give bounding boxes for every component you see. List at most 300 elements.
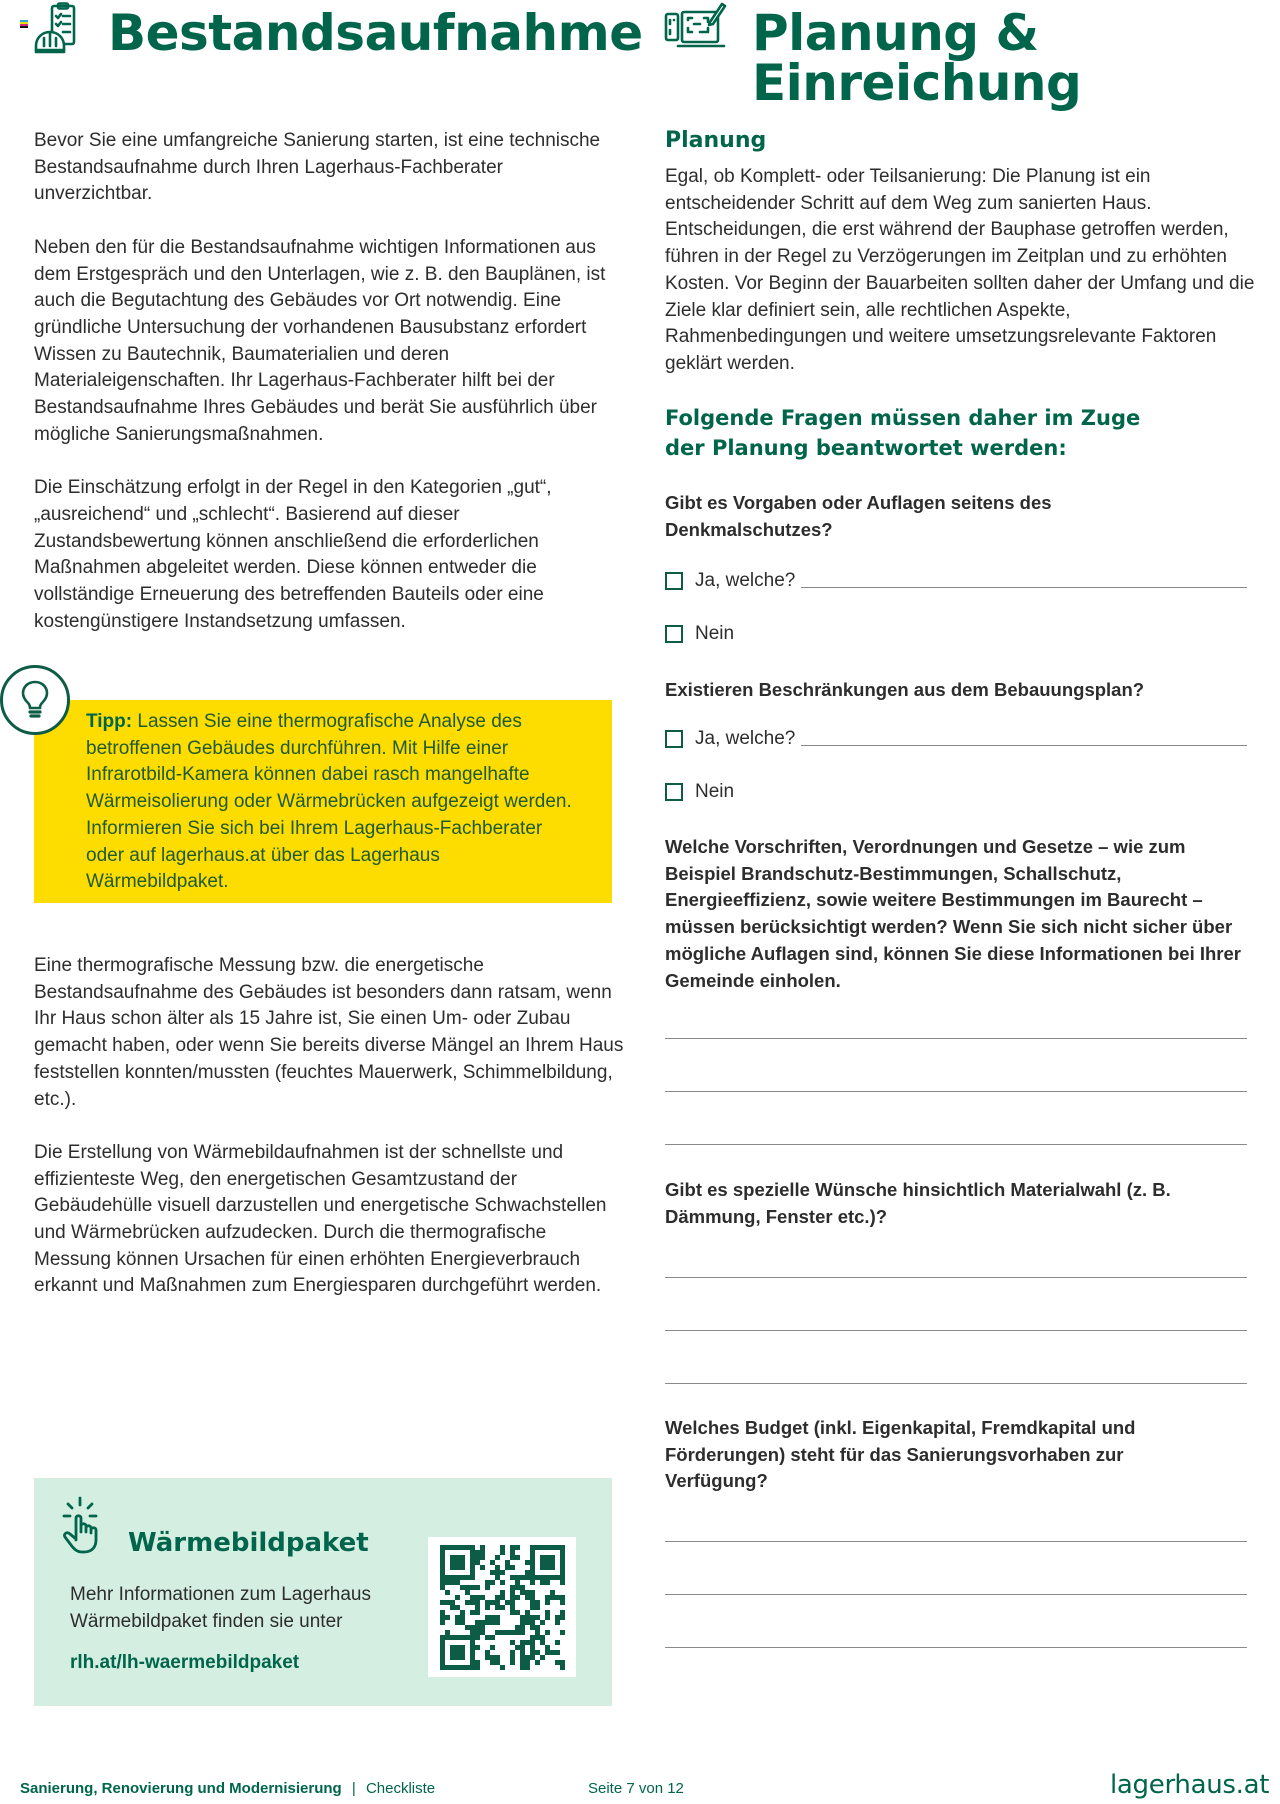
q1-yes-input-line[interactable] [801, 587, 1247, 588]
qr-module [475, 1610, 480, 1615]
qr-module [560, 1665, 565, 1670]
qr-module [525, 1655, 530, 1660]
q4-answer-line-1[interactable] [665, 1277, 1247, 1278]
qr-module [450, 1655, 455, 1660]
qr-module [555, 1620, 560, 1625]
qr-module [510, 1590, 515, 1595]
qr-module [475, 1585, 480, 1590]
tip-box [34, 700, 612, 903]
q1-option-yes [665, 570, 1247, 592]
q1-yes-label: Ja, welche? [695, 570, 796, 591]
qr-module [530, 1635, 535, 1640]
qr-module [475, 1635, 480, 1640]
section-title-bestandsaufnahme: Bestandsaufnahme [108, 4, 643, 62]
qr-module [440, 1575, 445, 1580]
qr-module [445, 1580, 450, 1585]
qr-module [485, 1605, 490, 1610]
waermebildpaket-text [70, 1582, 371, 1635]
qr-module [440, 1585, 445, 1590]
qr-module [485, 1620, 490, 1625]
qr-module [525, 1575, 530, 1580]
qr-module [530, 1645, 535, 1650]
paragraph-einschaetzung: Die Einschätzung erfolgt in der Regel in den Kategorien „gut“, „ausreichend“ und „schlecht“. Basierend auf dieser Zustandsbewertung können anschließend die erforderlichen Maßnahmen abgeleitet werden. Diese können entweder die vollständige Erneuerung des betreffenden Bauteils oder eine kostengünstigere Instandsetzung umfassen. [34, 477, 552, 632]
questions-heading-line2: der Planung beantwortet werden: [665, 436, 1067, 460]
qr-module [550, 1545, 555, 1550]
qr-module [490, 1560, 495, 1565]
qr-module [500, 1595, 505, 1600]
qr-module [490, 1580, 495, 1585]
qr-module [470, 1635, 475, 1640]
qr-module [540, 1565, 545, 1570]
qr-module [450, 1580, 455, 1585]
qr-module [490, 1570, 495, 1575]
qr-module [495, 1615, 500, 1620]
qr-module [560, 1660, 565, 1665]
qr-module [465, 1545, 470, 1550]
qr-module [470, 1575, 475, 1580]
qr-module [475, 1620, 480, 1625]
qr-module [495, 1565, 500, 1570]
qr-module [560, 1550, 565, 1555]
q4-answer-line-2[interactable] [665, 1330, 1247, 1331]
qr-module [460, 1585, 465, 1590]
qr-module [445, 1545, 450, 1550]
qr-module [550, 1575, 555, 1580]
qr-module [560, 1570, 565, 1575]
qr-module [450, 1635, 455, 1640]
qr-module [545, 1630, 550, 1635]
qr-module [450, 1645, 455, 1650]
qr-module [485, 1635, 490, 1640]
qr-module [525, 1560, 530, 1565]
qr-module [460, 1655, 465, 1660]
qr-module [460, 1555, 465, 1560]
qr-module [480, 1555, 485, 1560]
tip-body: Lassen Sie eine thermografische Analyse des betroffenen Gebäudes durchführen. Mit Hilfe einer Infrarotbild-Kamera können dabei rasch mangelhafte Wärmeisolierung oder Wärmebrücken aufgezeigt werden. Informieren Sie sich bei Ihrem Lagerhaus-Fachberater oder auf lagerhaus.at über das Lagerhaus Wärmebildpaket. [86, 711, 572, 893]
qr-module [455, 1665, 460, 1670]
qr-module [500, 1580, 505, 1585]
qr-module [525, 1590, 530, 1595]
qr-module [505, 1630, 510, 1635]
qr-module [455, 1565, 460, 1570]
qr-module [460, 1645, 465, 1650]
qr-module [495, 1655, 500, 1660]
qr-module [440, 1545, 445, 1550]
qr-module [440, 1610, 445, 1615]
qr-module [500, 1570, 505, 1575]
qr-module [560, 1610, 565, 1615]
qr-module [480, 1550, 485, 1555]
qr-module [440, 1655, 445, 1660]
qr-module [470, 1555, 475, 1560]
qr-module [450, 1665, 455, 1670]
qr-module [530, 1555, 535, 1560]
clipboard-helmet-icon [34, 2, 86, 59]
qr-module [535, 1605, 540, 1610]
qr-module [440, 1640, 445, 1645]
question-denkmalschutz: Gibt es Vorgaben oder Auflagen seitens des Denkmalschutzes? [665, 492, 1052, 540]
qr-module [560, 1545, 565, 1550]
q2-no-label: Nein [695, 781, 735, 802]
qr-module [520, 1630, 525, 1635]
qr-module [455, 1650, 460, 1655]
qr-module [500, 1590, 505, 1595]
qr-module [535, 1630, 540, 1635]
qr-module [510, 1555, 515, 1560]
q1-no-checkbox[interactable] [665, 625, 683, 643]
qr-module [455, 1655, 460, 1660]
q3-answer-line-3[interactable] [665, 1144, 1247, 1145]
qr-module [470, 1550, 475, 1555]
qr-module [470, 1600, 475, 1605]
qr-module [480, 1545, 485, 1550]
qr-module [480, 1565, 485, 1570]
qr-module [510, 1585, 515, 1590]
qr-module [550, 1555, 555, 1560]
qr-module [490, 1615, 495, 1620]
qr-module [535, 1615, 540, 1620]
intro-text [34, 128, 624, 662]
q2-yes-input-line[interactable] [801, 745, 1247, 746]
qr-module [550, 1595, 555, 1600]
qr-module [450, 1565, 455, 1570]
qr-module [470, 1630, 475, 1635]
q2-option-yes [665, 728, 1247, 750]
paragraph-begutachtung: Neben den für die Bestandsaufnahme wichtigen Informationen aus dem Erstgespräch und den Unterlagen, wie z. B. den Bauplänen, ist auch die Begutachtung des Gebäudes vor Ort notwendig. Eine gründliche Untersuchung der vorhandenen Bausubstanz erfordert Wissen zu Bautechnik, Baumaterialien und deren Materialeigenschaften. Ihr Lagerhaus-Fachberater hilft bei der Bestandsaufnahme Ihres Gebäudes und berät Sie ausführlich über mögliche Sanierungsmaßnahmen. [34, 236, 606, 445]
qr-module [475, 1560, 480, 1565]
qr-module [445, 1635, 450, 1640]
thermografie-text [34, 953, 624, 1327]
qr-module [510, 1630, 515, 1635]
q2-no-checkbox[interactable] [665, 783, 683, 801]
qr-module [460, 1610, 465, 1615]
waermebildpaket-text-line2: Wärmebildpaket finden sie unter [70, 1610, 343, 1632]
qr-module [460, 1565, 465, 1570]
footer-document-title [20, 1780, 435, 1797]
qr-module [440, 1650, 445, 1655]
qr-module [545, 1645, 550, 1650]
qr-module [520, 1590, 525, 1595]
qr-module [455, 1545, 460, 1550]
qr-module [560, 1600, 565, 1605]
qr-module [555, 1595, 560, 1600]
qr-module [455, 1620, 460, 1625]
qr-module [560, 1580, 565, 1585]
qr-module [530, 1590, 535, 1595]
qr-module [520, 1615, 525, 1620]
qr-module [495, 1575, 500, 1580]
qr-module [520, 1665, 525, 1670]
question-bebauungsplan: Existieren Beschränkungen aus dem Bebauungsplan? [665, 679, 1145, 700]
section-title-planung-einreichung: Planung & Einreichung [752, 4, 1082, 112]
qr-module [500, 1630, 505, 1635]
qr-module [450, 1560, 455, 1565]
qr-module [530, 1595, 535, 1600]
paragraph-messung: Eine thermografische Messung bzw. die energetische Bestandsaufnahme des Gebäudes ist besonders dann ratsam, wenn Ihr Haus schon älter als 15 Jahre ist, Sie einen Um- oder Zubau gemacht haben, oder wenn Sie bereits diverse Mängel an Ihrem Haus feststellen konnten/mussten (feuchtes Mauerwerk, Schimmelbildung, etc.). [34, 955, 624, 1110]
qr-module [510, 1650, 515, 1655]
qr-module [475, 1630, 480, 1635]
qr-module [530, 1655, 535, 1660]
qr-module [450, 1545, 455, 1550]
qr-module [520, 1575, 525, 1580]
qr-module [520, 1650, 525, 1655]
qr-module [455, 1580, 460, 1585]
qr-module [515, 1645, 520, 1650]
qr-module [500, 1550, 505, 1555]
qr-module [540, 1575, 545, 1580]
qr-module [545, 1560, 550, 1565]
qr-module [530, 1600, 535, 1605]
qr-module [515, 1585, 520, 1590]
qr-module [490, 1660, 495, 1665]
qr-module [545, 1600, 550, 1605]
planung-text: Egal, ob Komplett- oder Teilsanierung: Die Planung ist ein entscheidender Schritt auf dem Weg zum sanierten Haus. Entscheidungen, die erst während der Bauphase getroffen werden, führen in der Regel zu Verzögerungen im Zeitplan und zu erhöhten Kosten. Vor Beginn der Bauarbeiten sollten daher der Umfang und die Ziele klar definiert sein, alle rechtlichen Aspekte, Rahmenbedingungen und weitere umsetzungsrelevante Faktoren geklärt werden. [665, 166, 1255, 374]
qr-module [520, 1625, 525, 1630]
qr-module [460, 1615, 465, 1620]
qr-module [440, 1565, 445, 1570]
qr-module [530, 1580, 535, 1585]
paragraph-waermebild: Die Erstellung von Wärmebildaufnahmen ist der schnellste und effizienteste Weg, den energetischen Gesamtzustand der Gebäudehülle visuell darzustellen und energetische Schwachstellen und Wärmebrücken aufzudecken. Durch die thermografische Messung können Ursachen für einen erhöhten Energieverbrauch erkannt und Maßnahmen zum Energiesparen durchgeführt werden. [34, 1141, 607, 1297]
qr-module [510, 1600, 515, 1605]
qr-module [475, 1555, 480, 1560]
qr-module [520, 1640, 525, 1645]
qr-module [525, 1595, 530, 1600]
qr-module [470, 1595, 475, 1600]
qr-module [480, 1630, 485, 1635]
qr-module [540, 1555, 545, 1560]
qr-module [440, 1620, 445, 1625]
question-budget: Welches Budget (inkl. Eigenkapital, Fremdkapital und Förderungen) steht für das Sanierungsvorhaben zur Verfügung? [665, 1417, 1136, 1492]
page-number: Seite 7 von 12 [588, 1780, 684, 1797]
qr-module [475, 1600, 480, 1605]
qr-module [515, 1595, 520, 1600]
qr-module [545, 1595, 550, 1600]
qr-module [440, 1635, 445, 1640]
qr-module [545, 1545, 550, 1550]
q2-yes-checkbox[interactable] [665, 730, 683, 748]
qr-module [470, 1650, 475, 1655]
qr-module [510, 1610, 515, 1615]
qr-module [560, 1555, 565, 1560]
qr-module [470, 1655, 475, 1660]
qr-module [560, 1565, 565, 1570]
qr-module [450, 1575, 455, 1580]
paragraph-intro: Bevor Sie eine umfangreiche Sanierung starten, ist eine technische Bestandsaufnahme durch Ihren Lagerhaus-Fachberater unverzichtbar. [34, 130, 601, 205]
qr-module [545, 1615, 550, 1620]
qr-module [535, 1635, 540, 1640]
qr-module [475, 1660, 480, 1665]
qr-module [510, 1605, 515, 1610]
qr-module [550, 1590, 555, 1595]
q2-option-no [665, 781, 734, 803]
qr-module [460, 1575, 465, 1580]
qr-module [535, 1650, 540, 1655]
qr-module [535, 1660, 540, 1665]
qr-module [540, 1560, 545, 1565]
qr-module [490, 1635, 495, 1640]
qr-module [445, 1665, 450, 1670]
questions-heading [665, 403, 1265, 463]
qr-module [515, 1545, 520, 1550]
qr-module [515, 1630, 520, 1635]
qr-module [495, 1605, 500, 1610]
qr-module [560, 1595, 565, 1600]
qr-module [530, 1615, 535, 1620]
qr-module [545, 1580, 550, 1585]
qr-module [540, 1635, 545, 1640]
qr-module [540, 1580, 545, 1585]
qr-module [445, 1630, 450, 1635]
qr-module [520, 1620, 525, 1625]
tip-label: Tipp: [86, 711, 133, 732]
q1-option-no [665, 623, 734, 645]
qr-module [540, 1545, 545, 1550]
qr-module [440, 1555, 445, 1560]
qr-module [545, 1555, 550, 1560]
qr-module [530, 1640, 535, 1645]
qr-module [455, 1645, 460, 1650]
q1-yes-checkbox[interactable] [665, 572, 683, 590]
pointing-hand-icon [62, 1496, 110, 1565]
waermebildpaket-text-line1: Mehr Informationen zum Lagerhaus [70, 1584, 371, 1605]
qr-module [440, 1660, 445, 1665]
qr-module [550, 1560, 555, 1565]
qr-module [485, 1650, 490, 1655]
qr-module [530, 1620, 535, 1625]
qr-module [450, 1605, 455, 1610]
qr-module [540, 1655, 545, 1660]
qr-module [480, 1625, 485, 1630]
question-vorschriften: Welche Vorschriften, Verordnungen und Gesetze – wie zum Beispiel Brandschutz-Bestimmungen, Schallschutz, Energieeffizienz, sowie weitere Bestimmungen im Baurecht – müssen berücksichtigt werden? Wenn Sie sich nicht sicher über mögliche Auflagen sind, können Sie diese Informationen bei Ihrer Gemeinde einholen. [665, 836, 1241, 991]
waermebildpaket-link[interactable]: rlh.at/lh-waermebildpaket [70, 1652, 300, 1673]
qr-module [440, 1560, 445, 1565]
qr-module [475, 1645, 480, 1650]
q5-answer-line-2[interactable] [665, 1594, 1247, 1595]
qr-module [445, 1575, 450, 1580]
footer-title: Sanierung, Renovierung und Modernisierung [20, 1780, 342, 1797]
qr-module [475, 1625, 480, 1630]
qr-module [490, 1620, 495, 1625]
qr-module [490, 1655, 495, 1660]
qr-module [555, 1640, 560, 1645]
qr-module [535, 1600, 540, 1605]
qr-module [455, 1615, 460, 1620]
qr-module [550, 1650, 555, 1655]
q5-answer-line-1[interactable] [665, 1541, 1247, 1542]
qr-module [495, 1660, 500, 1665]
qr-module [470, 1640, 475, 1645]
qr-module [440, 1570, 445, 1575]
qr-module [530, 1565, 535, 1570]
qr-module [485, 1655, 490, 1660]
qr-module [515, 1610, 520, 1615]
qr-module [440, 1600, 445, 1605]
qr-module [505, 1600, 510, 1605]
qr-module [515, 1575, 520, 1580]
qr-module [540, 1620, 545, 1625]
qr-module [470, 1610, 475, 1615]
qr-module [505, 1560, 510, 1565]
qr-module [445, 1615, 450, 1620]
qr-module [525, 1620, 530, 1625]
qr-module [455, 1555, 460, 1560]
qr-module [515, 1580, 520, 1585]
qr-module [460, 1620, 465, 1625]
qr-module [440, 1645, 445, 1650]
qr-module [510, 1655, 515, 1660]
qr-module [510, 1660, 515, 1665]
qr-module [470, 1560, 475, 1565]
qr-module [535, 1625, 540, 1630]
print-color-marks [20, 20, 28, 27]
qr-module [495, 1600, 500, 1605]
waermebildpaket-title: Wärmebildpaket [128, 1528, 369, 1558]
qr-module [540, 1640, 545, 1645]
qr-module [470, 1660, 475, 1665]
qr-module [545, 1565, 550, 1570]
question-materialwahl: Gibt es spezielle Wünsche hinsichtlich Materialwahl (z. B. Dämmung, Fenster etc.)? [665, 1179, 1171, 1227]
qr-module [535, 1545, 540, 1550]
qr-module [470, 1665, 475, 1670]
qr-module [485, 1585, 490, 1590]
qr-module [480, 1620, 485, 1625]
q5-answer-line-3[interactable] [665, 1647, 1247, 1648]
qr-module [465, 1635, 470, 1640]
qr-module [500, 1605, 505, 1610]
qr-module [460, 1650, 465, 1655]
qr-module [525, 1660, 530, 1665]
qr-module [470, 1570, 475, 1575]
qr-module [505, 1565, 510, 1570]
qr-module [495, 1620, 500, 1625]
qr-module [560, 1630, 565, 1635]
q4-answer-line-3[interactable] [665, 1383, 1247, 1384]
qr-module [495, 1595, 500, 1600]
qr-module [440, 1615, 445, 1620]
qr-module [470, 1565, 475, 1570]
qr-module [445, 1590, 450, 1595]
qr-module [560, 1615, 565, 1620]
lagerhaus-logo[interactable]: lagerhaus.at [1110, 1770, 1270, 1800]
qr-module [530, 1650, 535, 1655]
qr-module [530, 1625, 535, 1630]
q3-answer-line-1[interactable] [665, 1038, 1247, 1039]
qr-module [550, 1565, 555, 1570]
q3-answer-line-2[interactable] [665, 1091, 1247, 1092]
qr-module [490, 1600, 495, 1605]
qr-module [450, 1600, 455, 1605]
qr-module [515, 1625, 520, 1630]
qr-module [445, 1600, 450, 1605]
qr-module [470, 1545, 475, 1550]
qr-module [470, 1645, 475, 1650]
qr-code-icon[interactable] [428, 1537, 576, 1677]
qr-module [510, 1640, 515, 1645]
qr-module [465, 1600, 470, 1605]
qr-module [480, 1595, 485, 1600]
qr-module [470, 1585, 475, 1590]
qr-module [485, 1580, 490, 1585]
qr-module [510, 1550, 515, 1555]
footer-subtitle: Checkliste [365, 1780, 436, 1797]
qr-module [545, 1650, 550, 1655]
qr-module [510, 1545, 515, 1550]
qr-module [560, 1560, 565, 1565]
qr-module [560, 1575, 565, 1580]
q2-yes-label: Ja, welche? [695, 728, 796, 749]
qr-module [485, 1615, 490, 1620]
qr-module [555, 1575, 560, 1580]
